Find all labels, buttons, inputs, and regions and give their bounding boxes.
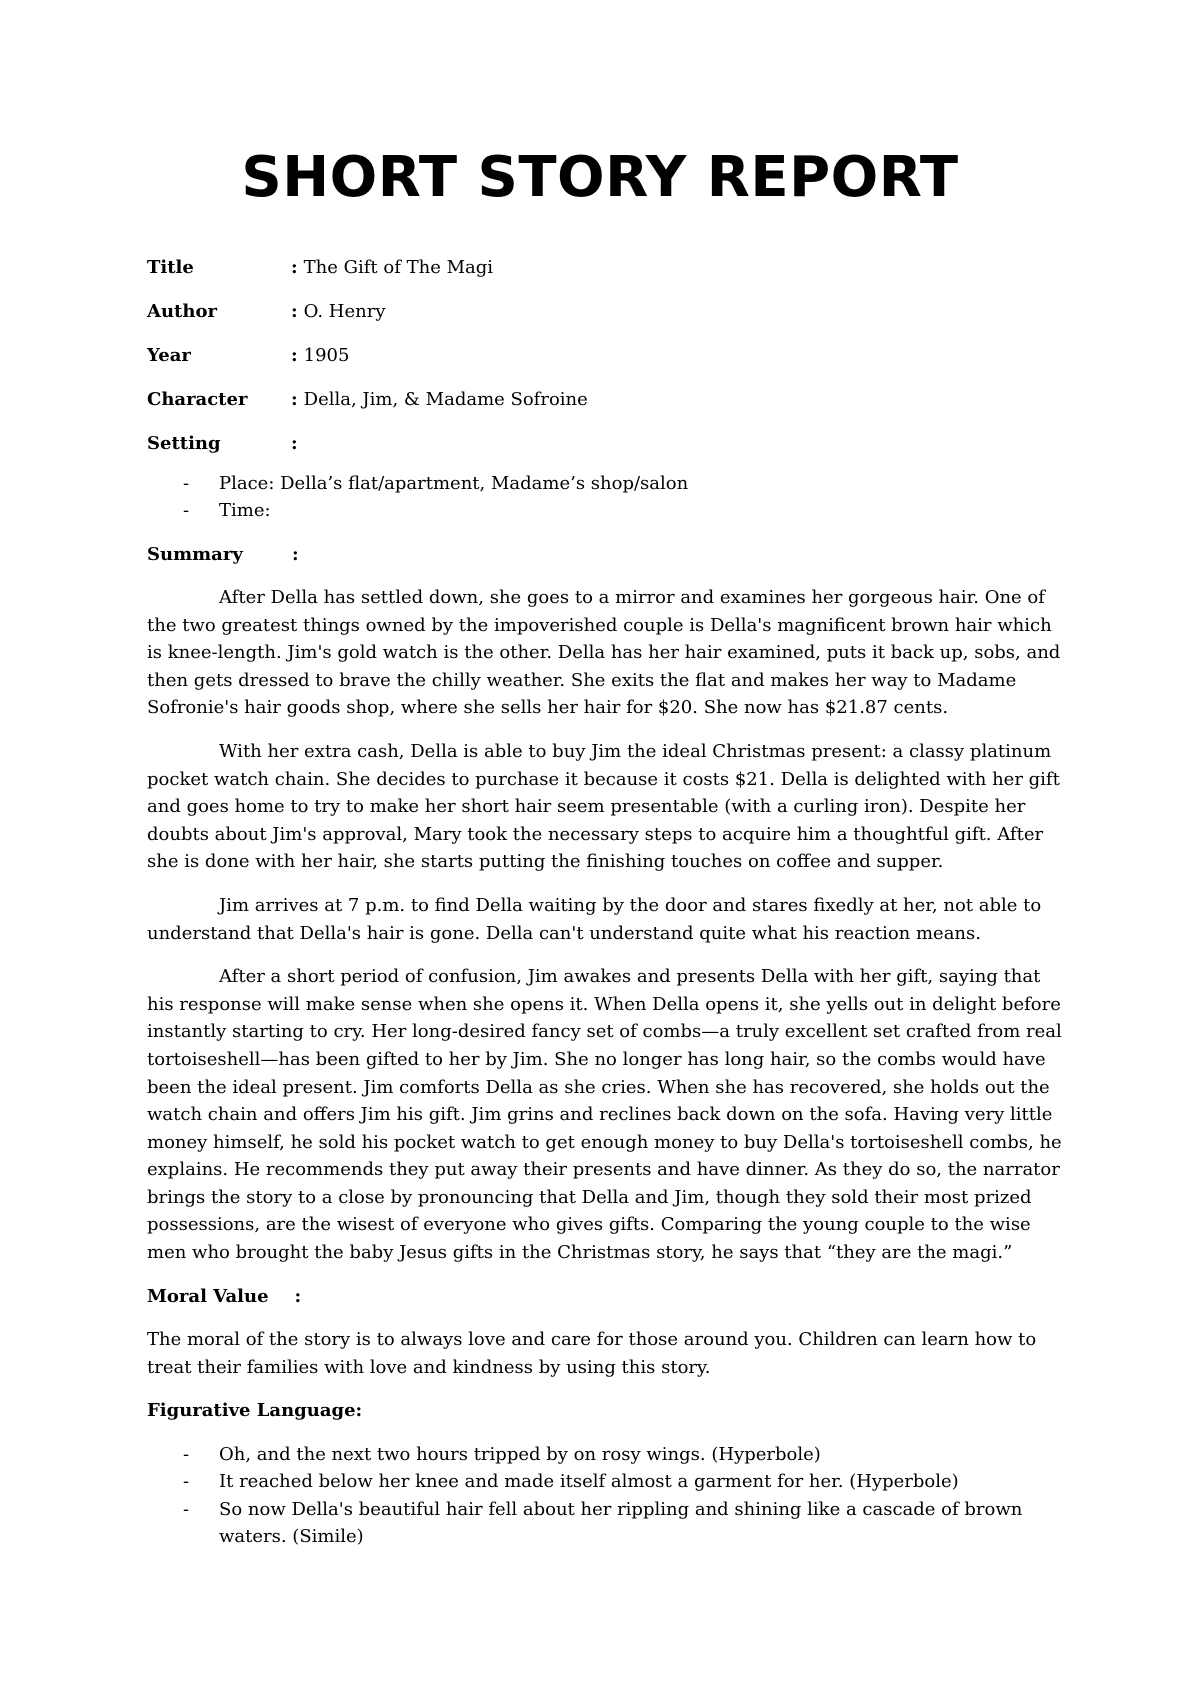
summary-paragraph-1: After Della has settled down, she goes to a mirror and examines her gorgeous hair. One of the two greatest things owned by the impoverished couple is Della's magnificent brown hair which is knee-length. Jim's gold watch is the other. Della has her hair examined, puts it back up, sobs, and then gets dressed to brave the chilly weather. She exits the flat and makes her way to Madame Sofronie's hair goods shop, where she sells her hair for $20. She now has $21.87 cents.	[147, 587, 1061, 719]
page-title: SHORT STORY REPORT	[241, 145, 959, 210]
list-item	[147, 470, 1062, 498]
field-value-setting	[291, 430, 304, 458]
summary-paragraph-4: After a short period of confusion, Jim awakes and presents Della with her gift, saying that his response will make sense when she opens it. When Della opens it, she yells out in delight before instantly starting to cry. Her long-desired fancy set of combs—a truly excellent set crafted from real tortoiseshell—has been gifted to her by Jim. She no longer has long hair, so the combs would have been the ideal present. Jim comforts Della as she cries. When she has recovered, she holds out the watch chain and offers Jim his gift. Jim grins and reclines back down on the sofa. Having very little money himself, he sold his pocket watch to get enough money to buy Della's tortoiseshell combs, he explains. He recommends they put away their presents and have dinner. As they do so, the narrator brings the story to a close by pronouncing that Della and Jim, though they sold their most prized possessions, are the wisest of everyone who gives gifts. Comparing the young couple to the wise men who brought the baby Jesus gifts in the Christmas story, he says that “they are the magi.”	[147, 966, 1062, 1264]
summary-paragraph-3: Jim arrives at 7 p.m. to find Della waiting by the door and stares fixedly at her, not able to understand that Della's hair is gone. Della can't understand quite what his reaction means.	[147, 894, 1042, 944]
field-label-author: Author	[147, 301, 217, 322]
colon: :	[291, 345, 298, 366]
field-setting	[147, 430, 1062, 458]
field-value-title	[291, 254, 493, 282]
summary-heading	[147, 541, 1062, 569]
dash-bullet: -	[183, 1443, 190, 1465]
colon: :	[291, 301, 298, 322]
colon: :	[291, 389, 298, 410]
figurative-item-3: So now Della's beautiful hair fell about her rippling and shining like a cascade of brown waters. (Simile)	[219, 1498, 1023, 1548]
colon: :	[292, 543, 299, 565]
summary-label: Summary	[147, 543, 243, 565]
moral-text: The moral of the story is to always love and care for those around you. Children can learn how to treat their families with love and kindness by using this story.	[147, 1329, 1037, 1378]
dash-bullet: -	[183, 1498, 190, 1520]
dash-bullet: -	[183, 500, 190, 521]
colon: :	[291, 257, 298, 278]
field-author	[147, 298, 1062, 326]
dash-bullet: -	[183, 472, 190, 494]
field-value-year	[291, 342, 349, 370]
character-value: Della, Jim, & Madame Sofroine	[303, 389, 588, 410]
field-label-setting: Setting	[147, 433, 221, 454]
year-value: 1905	[303, 345, 350, 366]
field-label-title: Title	[147, 257, 194, 278]
list-item	[147, 1441, 1062, 1469]
field-value-character	[291, 386, 588, 414]
moral-heading	[147, 1283, 1062, 1311]
field-value-author	[291, 298, 386, 326]
setting-place: Place: Della’s flat/apartment, Madame’s shop/salon	[219, 472, 689, 494]
figurative-heading: Figurative Language:	[147, 1400, 363, 1422]
field-year	[147, 342, 1062, 370]
setting-time: Time:	[219, 500, 271, 521]
setting-list	[147, 470, 1062, 525]
moral-label: Moral Value	[147, 1285, 269, 1307]
summary-paragraph-2: With her extra cash, Della is able to buy Jim the ideal Christmas present: a classy platinum pocket watch chain. She decides to purchase it because it costs $21. Della is delighted with her gift and goes home to try to make her short hair seem presentable (with a curling iron). Despite her doubts about Jim's approval, Mary took the necessary steps to acquire him a thoughtful gift. After she is done with her hair, she starts putting the finishing touches on coffee and supper.	[147, 740, 1060, 873]
colon: :	[291, 433, 298, 454]
field-label-character: Character	[147, 389, 248, 410]
field-character	[147, 386, 1062, 414]
field-label-year: Year	[147, 345, 191, 366]
figurative-item-1: Oh, and the next two hours tripped by on rosy wings. (Hyperbole)	[219, 1443, 821, 1465]
title-value: The Gift of The Magi	[303, 257, 494, 278]
figurative-list	[147, 1441, 1062, 1551]
list-item	[147, 1468, 1062, 1496]
list-item	[147, 1496, 1062, 1551]
dash-bullet: -	[183, 1471, 190, 1493]
field-title	[147, 254, 1062, 282]
author-value: O. Henry	[303, 301, 386, 322]
report-body	[147, 254, 1062, 1567]
colon: :	[294, 1285, 302, 1307]
list-item	[147, 497, 1062, 525]
figurative-item-2: It reached below her knee and made itself almost a garment for her. (Hyperbole)	[219, 1471, 959, 1493]
